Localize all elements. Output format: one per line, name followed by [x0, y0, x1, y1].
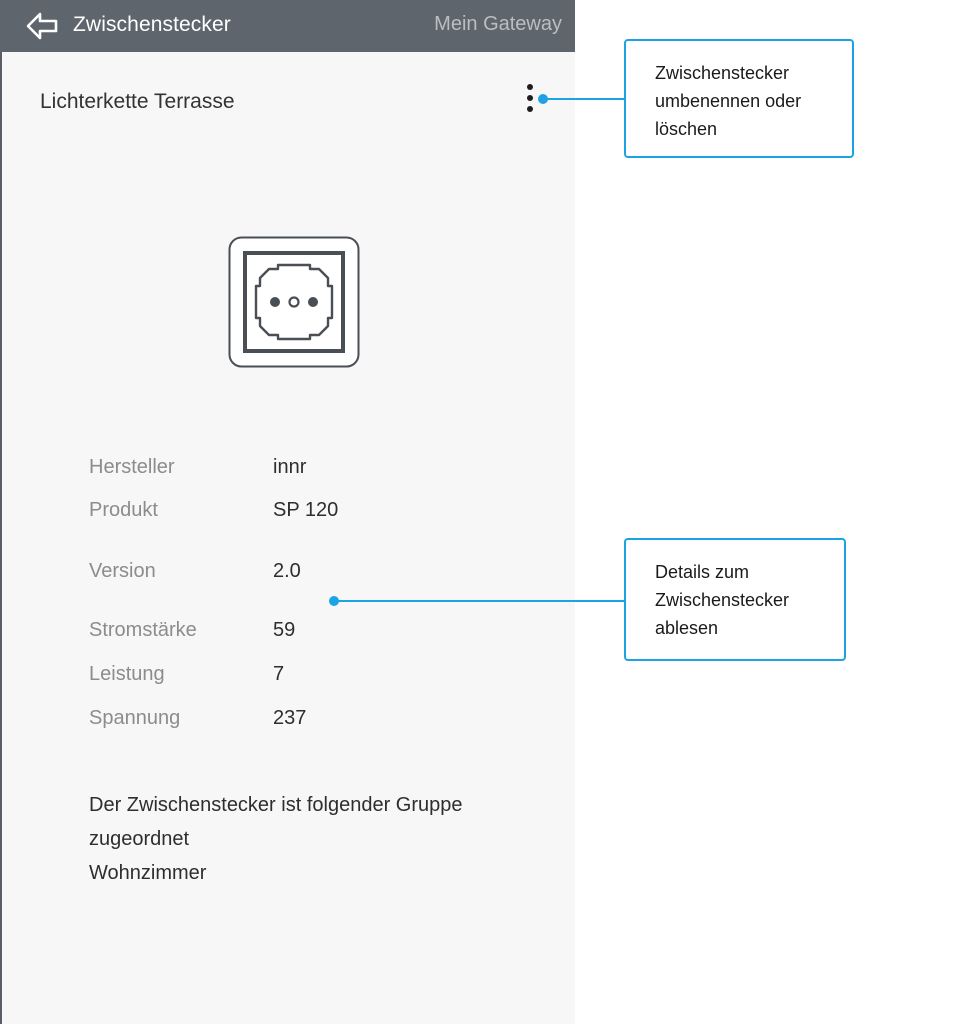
- detail-value-power: 7: [273, 663, 285, 685]
- detail-label-power: Leistung: [89, 663, 165, 685]
- callout-details: Details zum Zwischenstecker ablesen: [624, 538, 846, 661]
- device-name: Lichterkette Terrasse: [40, 90, 235, 113]
- detail-value-voltage: 237: [273, 707, 307, 729]
- callout-menu-line: [543, 98, 625, 100]
- back-button[interactable]: [22, 8, 62, 44]
- power-socket-icon: [228, 236, 360, 368]
- detail-value-manufacturer: innr: [273, 456, 307, 478]
- detail-value-current: 59: [273, 619, 296, 641]
- screen-edge: [0, 0, 2, 1024]
- callout-menu: Zwischenstecker umbenennen oder löschen: [624, 39, 854, 158]
- callout-details-line: [334, 600, 625, 602]
- detail-label-current: Stromstärke: [89, 619, 197, 641]
- detail-value-product: SP 120: [273, 499, 339, 521]
- app-bar: [0, 0, 575, 52]
- detail-label-version: Version: [89, 560, 156, 582]
- detail-label-voltage: Spannung: [89, 707, 181, 729]
- detail-value-version: 2.0: [273, 560, 301, 582]
- gateway-link[interactable]: Mein Gateway: [434, 13, 562, 35]
- more-vert-icon: [527, 84, 533, 90]
- group-name: Wohnzimmer: [89, 862, 207, 884]
- detail-label-manufacturer: Hersteller: [89, 456, 175, 478]
- page-title: Zwischenstecker: [73, 13, 231, 36]
- back-arrow-icon: [24, 10, 60, 42]
- detail-label-product: Produkt: [89, 499, 158, 521]
- group-assignment-text: Der Zwischenstecker ist folgender Gruppe zugeordnet: [89, 794, 463, 850]
